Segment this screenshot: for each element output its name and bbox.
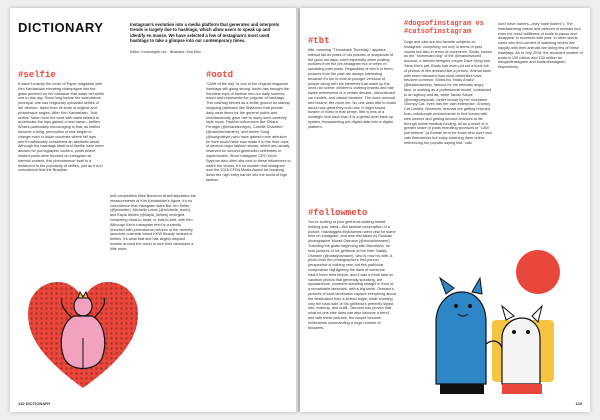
dogs-cats-text-col2: don't have owners—they have butlers"). The heartwarming videos and pictures of animals turn even the most indifferent of souls to pause and disappear in moments with pets. In other words, users who find comfort in watching others live happily with their animals are doing few of these hashtags. As of July 2018, the recorded number of posts is 150 million and 133 million for #dogsofinstagram and #catsofinstagram respectively. xyxy=(498,22,583,70)
hashtag-followmeto-heading: #followmeto xyxy=(308,208,368,218)
belfie-illustration xyxy=(24,276,142,397)
dog-cat-illustration xyxy=(406,234,576,409)
dogs-cats-text-col1: Dogs and cats are two favorite subjects on Instagram, competing not only in terms of post counts but also in terms of commerce. Boots, known as the "homeward dog" of the @manorisworld account, a fashion designer couple Dave Kung and Yana Kim's pet. Boats has even put out a book full of photos of him dressed like a person. Animal stars with more followers than most celebrities have become common. Shiba Inu Yasky Anako (@hashicamida), famous for his eternally angry face, is working as a professional model, contracted to an agency and ad, while Tardar Sauce (@realgrumpycat), better known by her nickname Grumpy Cat, even has her own enterprise, Grumpy Cat Limited. Moreover, animals are getting rescued from unfortunate environments to find homes with new owners and getting second chances at life through online medical funding, all as a result of a greater share of posts recruiting sponsors or "LAW (we believe" (a Korean term for those who don't own cats themselves but enjoy watching them online, referencing the popular saying that "cats xyxy=(404,40,492,145)
hashtag-selfie-heading: #selfie xyxy=(18,70,56,80)
right-page xyxy=(300,8,590,412)
ootd-text: "Outfit of the day" is one of the original magazine hashtags still going strong. #ootd has brought the trendiest topic of fashion into our daily routines, which well represents the purpose of hashtags. This hashtag served as a fertile ground for startup shopping platforms like Stylishme that provide daily wear items for the general public and simultaneously gave rise to many semi-celebrity style icons. Fashion influencers like Chiara Ferragni (@chiaraferragni), Camille Charrière (@camillecharriere), and Aimee Song (@songofstyle) who have gained more attention for their #ootd have now made it to the front rows of several major fashion shows, which are usually reserved for second-generation celebrities or supermodels. Since Instagram CEO Kevin Systrom also often sits next to these influencers to watch the shows, it's no wonder that Instagram won the 2016 CFDA Media Award for breaking down the high entry barrier into the world of high fashion. xyxy=(206,82,291,182)
left-page xyxy=(10,8,298,412)
page-folio-right: 133 xyxy=(575,401,582,406)
credits-line: Editor: Konsuegrai Lee · Illustrator: Ana Mon xyxy=(130,50,201,54)
selfie-text-col2: butt competition Miss Bumbum Brasil stipulates the measurements of Kim Kardashian's figure, it's no coincidence that Instagram stars like Jen Selter (@jenselter), Michelle Lewin (@michelle_lewin), and Kayla Itsines (@kayla_itsines) emerged, competing head-to-head, or butt-to-butt, with Kim. Although Kim's Instagram feed is currently mounted with promotional pictures of her recently launched cosmetic brand KKW Beauty instead of belfies, it's clear that she has largely inspired women around the world to love their backsides a little more. xyxy=(110,194,196,251)
section-title: DICTIONARY xyxy=(18,20,104,35)
page-folio-left: 132 DICTIONARY xyxy=(18,401,51,406)
hashtag-dogs-cats-heading: #dogsofinstagram vs #catsofinstagram xyxy=(404,20,484,36)
tbt-text: #tbt, meaning "Throwback Thursday," appears without fail on posts of old pictures or snapshots of the good old days, used especially when posting pictures from the pre-Instagram era or when re-uploading past posts. Regardless of who's in them, pictures from the past are always interesting because it's fun to look at younger versions of people along with the elements that make up the once-ran scene: children's clothing brands and hair styles reminiscent of a certain decade, discontinued car models, and classic furniture. The more unusual and bizarre, the more fun. No one uses #tbt to boast about how great they look now. It might sound bizarre or ironic in that sense, #tbt is less of a nostalgic look back than it is a global-level back up system, transplanting pre-digital data onto a digital platform. xyxy=(308,48,396,129)
intro-paragraph: Instagram's evolution into a media platform that generates and interprets trends is largely due to hashtags, which allow users to speak up and identify en masse. We have selected a few of Instagram's most used hashtags to take a glimpse into our contemporary times. xyxy=(130,22,280,44)
selfie-text-col1: It wasn't exactly the cover of Paper magazine with Kim Kardashian elevating champagne into the glass perched on her backside that made her selfie one to this day. Since long before the scandalous portrayal, she has religiously uploaded selfies of her derriere, taken from all sorts of original and picturesque angles. After Kim Kardashian, "butt selfies" taken from the back with waist twisted to accentuate the hips gained a new name—belfies. What's particularly encouraging is that, as belfies become a thing, perception of size began to change even in Asian countries where fall hips aren't traditionally considered an aesthetic asset. Although the hashtags #butt and #belfie have been abused for pornographic content, posts where related posts were blocked on Instagram as harmful content, this phenomenon itself is a testament to the popularity of selfies, just as it is in coincidence that the Brazilian xyxy=(18,82,104,173)
hashtag-tbt-heading: #tbt xyxy=(308,36,330,46)
followmeto-text: You're looking at your girlfriend walking ahead holding your hand—this familiar composition of a picture, hashtagged #followmeto went viral for some time on Instagram, and was first taken by Russian photographer Murad Osmann (@muradosmann). Traveling the globe beginning with Barcelona, he took pictures of his girlfriend at the time, Nataly Osmann (@natalyosmann), who is now his wife. A photo from the photographer's first-person perspective is nothing new, but this particular composition highlighting the back of someone hadn't been tried before, and it was a fresh take on vacation photos that generally speaking, are spontaneous, someone standing straight in front of a remarkable landmark, with a big smile. Osmann's pictures of local landmarks capture everything about the destination from a limited angle, while showing only the back side of his girlfriend's perfectly styled hair, makeup, and outfit. Osmann has proven that what no one else does can also become a trend, and with these pictures, the couple became millionaires commanding a huge number of followers. xyxy=(308,220,396,330)
hashtag-ootd-heading: #ootd xyxy=(206,70,234,80)
